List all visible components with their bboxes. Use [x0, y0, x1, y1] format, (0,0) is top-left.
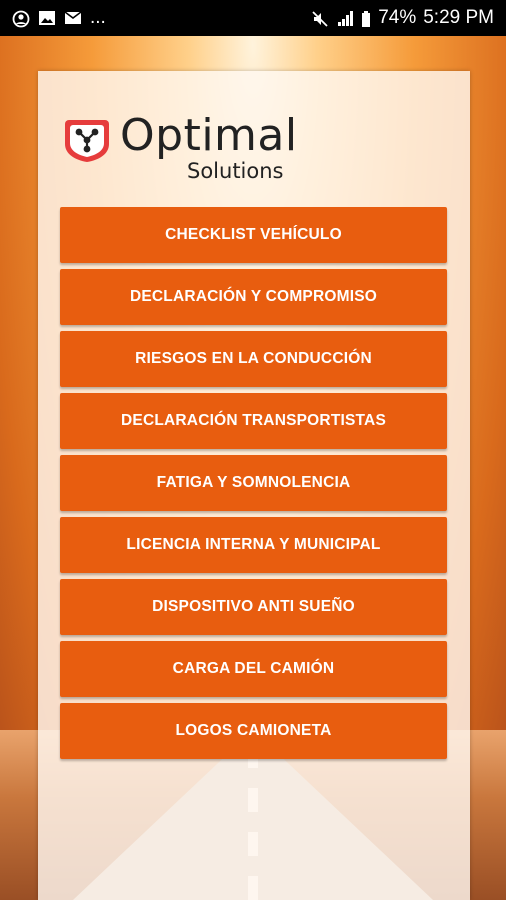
logo-title: Optimal: [120, 110, 298, 161]
status-bar: [0, 0, 506, 36]
main-menu: [60, 207, 447, 765]
account-circle-icon: [12, 10, 30, 26]
main-card: [38, 71, 470, 900]
menu-button-declaracion-transportistas[interactable]: DECLARACIÓN TRANSPORTISTAS: [60, 393, 447, 449]
menu-button-riesgos-conduccion[interactable]: RIESGOS EN LA CONDUCCIÓN: [60, 331, 447, 387]
menu-button-declaracion-compromiso[interactable]: DECLARACIÓN Y COMPROMISO: [60, 269, 447, 325]
status-overflow: ...: [90, 7, 106, 28]
menu-button-carga-camion[interactable]: CARGA DEL CAMIÓN: [60, 641, 447, 697]
email-icon: [64, 10, 82, 26]
battery-icon: [361, 10, 371, 26]
menu-button-logos-camioneta[interactable]: LOGOS CAMIONETA: [60, 703, 447, 759]
optimal-logo-icon: [63, 116, 111, 164]
menu-button-dispositivo-anti-sueno[interactable]: DISPOSITIVO ANTI SUEÑO: [60, 579, 447, 635]
image-icon: [38, 10, 56, 26]
signal-icon: [336, 10, 354, 26]
menu-button-fatiga-somnolencia[interactable]: FATIGA Y SOMNOLENCIA: [60, 455, 447, 511]
battery-percent: 74%: [378, 7, 417, 28]
logo: [63, 110, 303, 189]
clock: 5:29 PM: [423, 7, 494, 28]
mute-icon: [311, 10, 329, 26]
menu-button-checklist-vehiculo[interactable]: CHECKLIST VEHÍCULO: [60, 207, 447, 263]
menu-button-licencia-interna-municipal[interactable]: LICENCIA INTERNA Y MUNICIPAL: [60, 517, 447, 573]
logo-subtitle: Solutions: [187, 159, 284, 183]
